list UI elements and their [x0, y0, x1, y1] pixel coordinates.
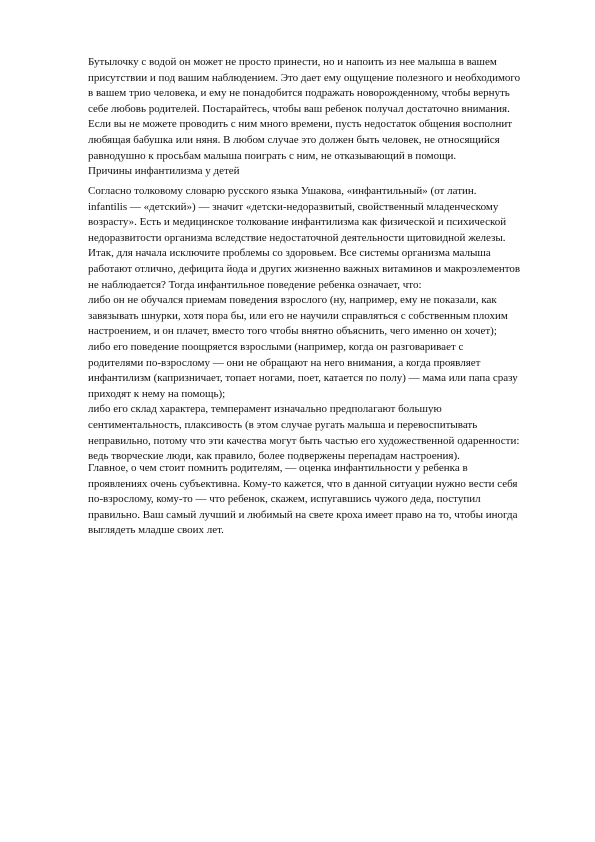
text-line: Согласно толковому словарю русского языка Ушакова, «инфантильный» (от латин. [88, 185, 477, 197]
text-line: Бутылочку с водой он может не просто принести, но и напоить из нее малыша в вашем [88, 56, 497, 68]
text-line: по-взрослому, кому-то — что ребенок, скажем, испугавшись чужого деда, поступил [88, 493, 481, 506]
paragraph-block-3 [88, 461, 558, 539]
text-line: возрасту». Есть и медицинское толкование инфантилизма как физической и психической [88, 216, 507, 229]
text-line: infantilis — «детский») — значит «детски-недоразвитый, свойственный младенческому [88, 200, 499, 213]
text-line: либо его поведение поощряется взрослыми (например, когда он разговаривает с [88, 340, 464, 353]
text-line: работают отлично, дефицита йода и других жизненно важных витаминов и макроэлементов [88, 262, 521, 275]
text-line: либо он не обучался приемам поведения взрослого (ну, например, ему не показали, как [88, 294, 497, 307]
text-line: правильно. Ваш самый лучший и любимый на свете кроха имеет право на то, чтобы иногда [88, 508, 518, 521]
text-line: либо его склад характера, темперамент изначально предполагают большую [88, 403, 442, 416]
text-line: равнодушно к просьбам малыша поиграть с ним, не отказывающий в помощи. [88, 149, 457, 162]
text-line: не наблюдается? Тогда инфантильное поведение ребенка означает, что: [88, 278, 422, 291]
section-heading: Причины инфантилизма у детей [88, 165, 240, 178]
text-line: выглядеть младше своих лет. [88, 524, 224, 537]
text-line: настроением, и он плачет, вместо того чтобы внятно объяснить, чего именно он хочет); [88, 325, 497, 338]
text-line: завязывать шнурки, хотя пора бы, или его не научили справляться с собственным плохим [88, 309, 508, 322]
text-line: ведь творческие люди, как правило, более подвержены перепадам настроения). [88, 450, 460, 463]
text-line: себе любовь родителей. Постарайтесь, чтобы ваш ребенок получал достаточно внимания. [88, 102, 510, 115]
text-line: родителями по-взрослому — они не обращают на него внимания, а когда проявляет [88, 356, 481, 369]
text-line: недоразвитости организма вследствие недостаточной деятельности щитовидной железы. [88, 231, 506, 244]
text-line: любящая бабушка или няня. В любом случае это должен быть человек, не относящийся [88, 133, 500, 146]
text-line: присутствии и под вашим наблюдением. Это дает ему ощущение полезного и необходимого [88, 71, 521, 84]
text-line: сентиментальность, плаксивость (в этом случае ругать малыша и перевоспитывать [88, 418, 478, 431]
text-line: Если вы не можете проводить с ним много времени, пусть недостаток общения восполнит [88, 118, 513, 131]
text-line: проявлениях очень субъективна. Кому-то кажется, что в данной ситуации нужно вести себя [88, 477, 518, 490]
text-line: неправильно, потому что эти качества могут быть частью его художественной одаренности: [88, 434, 520, 447]
paragraph-block-2 [88, 184, 558, 465]
text-line: Итак, для начала исключите проблемы со здоровьем. Все системы организма малыша [88, 247, 491, 260]
text-line: Главное, о чем стоит помнить родителям, — оценка инфантильности у ребенка в [88, 462, 468, 474]
text-line: в вашем трио человека, и ему не понадобится подражать новорожденному, чтобы вернуть [88, 87, 510, 100]
paragraph-block-1 [88, 55, 558, 180]
text-line: инфантилизм (капризничает, топает ногами, поет, катается по полу) — мама или папа сразу [88, 372, 518, 385]
text-line: приходят к нему на помощь); [88, 387, 226, 400]
